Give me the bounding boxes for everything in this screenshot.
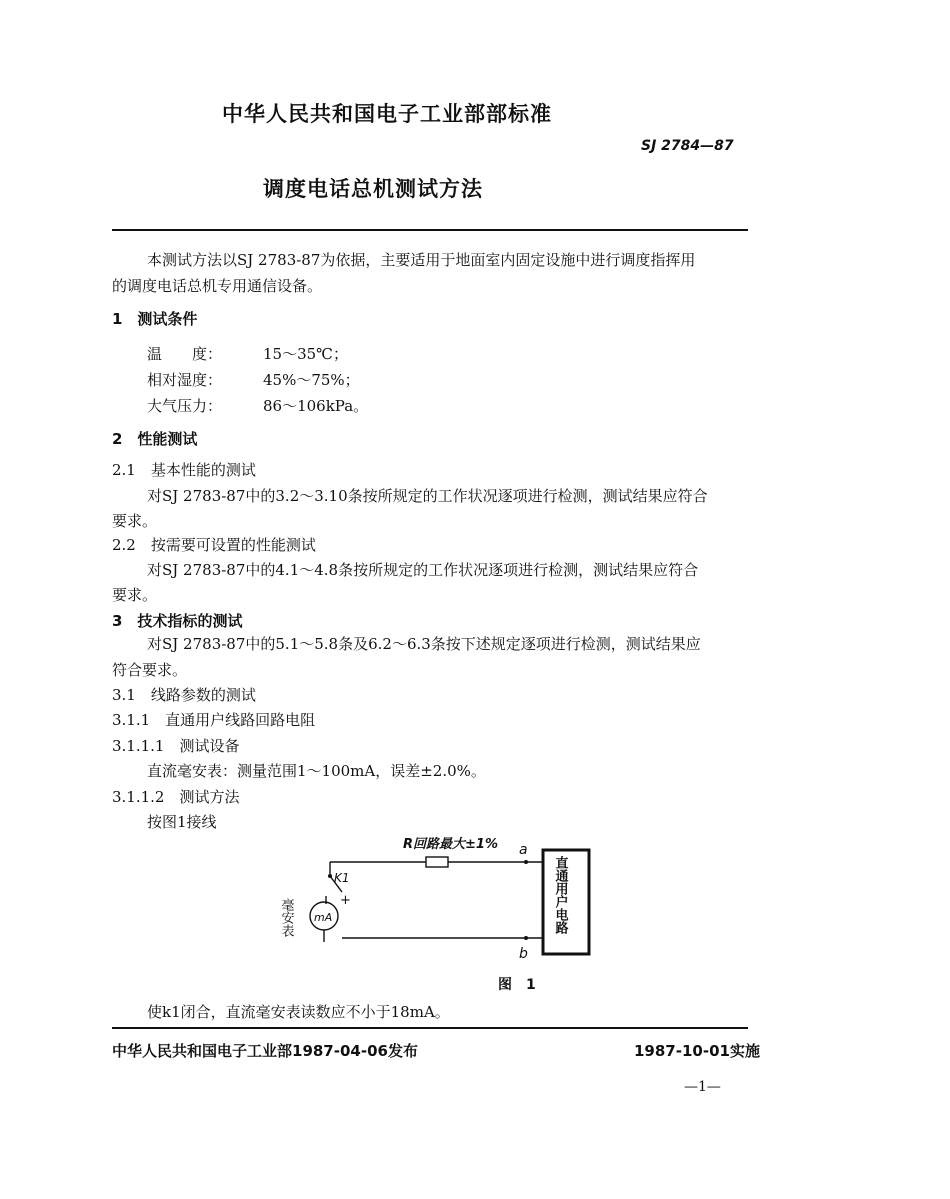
section-2-1-heading: 2.1 基本性能的测试 bbox=[112, 461, 256, 479]
header-rule bbox=[112, 229, 748, 231]
subscriber-circuit-label: 直通用户电路 bbox=[552, 856, 568, 934]
circuit-diagram bbox=[270, 828, 610, 976]
publication-date: 中华人民共和国电子工业部1987-04-06发布 bbox=[112, 1042, 418, 1060]
page-number: —1— bbox=[684, 1079, 721, 1095]
figure-instruction-text: 使k1闭合，直流毫安表读数应不小于18mA。 bbox=[147, 1003, 450, 1021]
section-2-2-text-2: 要求。 bbox=[112, 586, 158, 604]
section-3-1-1-2-heading: 3.1.1.2 测试方法 bbox=[112, 788, 240, 806]
section-2-2-text-1: 对SJ 2783-87中的4.1～4.8条按所规定的工作状况逐项进行检测，测试结果应符合 bbox=[147, 561, 699, 579]
section-2-2-heading: 2.2 按需要可设置的性能测试 bbox=[112, 536, 316, 554]
effective-date: 1987-10-01实施 bbox=[634, 1042, 760, 1060]
section-1-heading: 1 测试条件 bbox=[112, 310, 198, 328]
intro-line-1: 本测试方法以SJ 2783-87为依据，主要适用于地面室内固定设施中进行调度指挥用 bbox=[147, 251, 696, 269]
meter-name: 毫安表 bbox=[278, 898, 294, 937]
section-3-1-1-1-heading: 3.1.1.1 测试设备 bbox=[112, 737, 240, 755]
section-2-1-text-2: 要求。 bbox=[112, 512, 158, 530]
resistor-symbol bbox=[426, 857, 448, 867]
switch-label: K1 bbox=[334, 871, 350, 885]
intro-line-2: 的调度电话总机专用通信设备。 bbox=[112, 277, 323, 295]
section-3-1-1-1-text: 直流毫安表：测量范围1～100mA，误差±2.0%。 bbox=[147, 762, 486, 780]
condition-label-temperature: 温 度： bbox=[147, 345, 223, 363]
condition-label-pressure: 大气压力： bbox=[147, 397, 223, 415]
issuing-standard-title: 中华人民共和国电子工业部部标准 bbox=[222, 102, 552, 126]
section-3-text-1: 对SJ 2783-87中的5.1～5.8条及6.2～6.3条按下述规定逐项进行检测，测试结果应 bbox=[147, 635, 701, 653]
resistor-label: R回路最大±1% bbox=[403, 837, 498, 852]
section-3-1-1-2-text: 按图1接线 bbox=[147, 813, 217, 831]
condition-value-temperature: 15～35℃； bbox=[263, 345, 348, 363]
document-title: 调度电话总机测试方法 bbox=[263, 177, 483, 201]
plus-sign: + bbox=[340, 893, 351, 908]
condition-label-humidity: 相对湿度： bbox=[147, 371, 223, 389]
standard-code: SJ 2784—87 bbox=[641, 138, 734, 154]
section-2-1-text-1: 对SJ 2783-87中的3.2～3.10条按所规定的工作状况逐项进行检测，测试结果应符合 bbox=[147, 487, 708, 505]
footer-rule bbox=[112, 1027, 748, 1029]
section-3-text-2: 符合要求。 bbox=[112, 661, 188, 679]
section-3-heading: 3 技术指标的测试 bbox=[112, 612, 243, 630]
section-2-heading: 2 性能测试 bbox=[112, 430, 198, 448]
node-b-label: b bbox=[519, 946, 528, 962]
condition-value-pressure: 86～106kPa。 bbox=[263, 397, 369, 415]
condition-value-humidity: 45%～75%； bbox=[263, 371, 360, 389]
section-3-1-1-heading: 3.1.1 直通用户线路回路电阻 bbox=[112, 711, 316, 729]
node-a-label: a bbox=[519, 842, 528, 858]
meter-label: mA bbox=[314, 911, 333, 924]
figure-caption: 图 1 bbox=[498, 977, 536, 993]
section-3-1-heading: 3.1 线路参数的测试 bbox=[112, 686, 256, 704]
